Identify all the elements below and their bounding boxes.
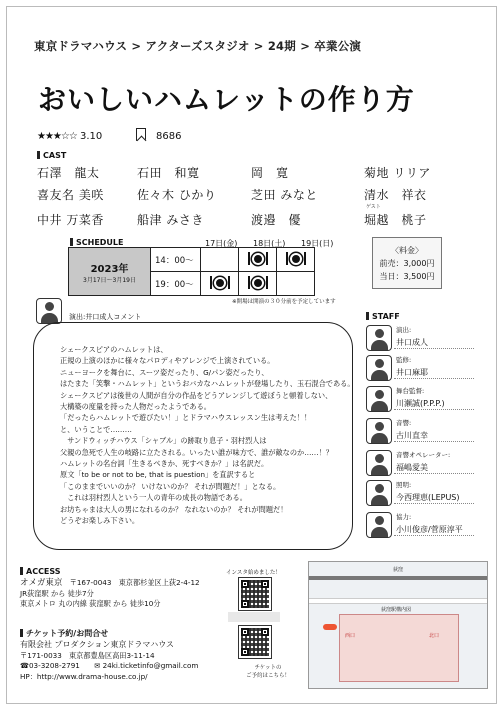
director-comment-label: 演出:井口成人コメント [69, 313, 142, 321]
time-label: 14：00〜 [151, 248, 201, 272]
breadcrumb-item[interactable]: 卒業公演 [314, 39, 362, 53]
map-label: 西口 [345, 633, 356, 639]
cast-member: 岡 寛 [251, 166, 289, 180]
schedule-range: 3月17日〜3月19日 [83, 276, 136, 284]
cast-member: 芝田 みなと [251, 188, 318, 202]
breadcrumb-separator: > [300, 39, 311, 53]
dinner-plate-icon [209, 275, 231, 289]
company-address: 〒171-0033 東京都豊島区高田3-11-14 [20, 650, 155, 660]
schedule-note: ※開場は開演の３０分前を予定しています [232, 299, 336, 305]
staff-role: 音響: [396, 419, 412, 427]
cast-member: 佐々木 ひかり [137, 188, 217, 202]
cast-header: CAST [37, 151, 66, 160]
venue-name: オメガ東京 [20, 578, 63, 588]
divider [394, 441, 474, 442]
dinner-plate-icon [247, 251, 269, 265]
divider [394, 409, 474, 410]
day-label: 18日(土) [253, 239, 286, 248]
access-line: JR荻窪駅 から 徒歩7分 [20, 588, 94, 598]
rating-value: 3.10 [80, 131, 103, 142]
avatar-icon [366, 355, 392, 381]
staff-role: 演出: [396, 326, 412, 334]
director-comment: シェークスピアのハムレットは、 正規の上演のほかに様々なパロディやアレンジで上演されている。 ニューヨークを舞台に、スーツ姿だったり、G/パン姿だったり、 はたまた「笑撃・ハムレット」というおバカなハムレットが登場したり、玉石混合である。 シェークスピアは後世の人間が自分の作品をどうアレンジして遊ぼうと頓着しない、 大構築の度量を持った人物だったようである。 「だったらハムレットで遊びたい！」とドラマハウスレッスン生は考えた！！ と、いうことで……… サンドウィッチハウス「シャブル」の跡取り息子・羽村烈人は 父親の急死で人生の岐路に立たされる。いったい誰が味方で、誰が敵なのか……！？ ハムレットの名台詞「生きるべきか、死すべきか？」は名訳だ。 原文「to be or not to be, that is puestion」を直訳すると 「このままでいいのか？ いけないのか？ それが問題だ！」となる。 これは羽村烈人という一人の青年の成長の物語である。 お坊ちゃまは大人の男になれるのか？ なれないのか？ それが問題だ！ どうぞお楽しみ下さい。 [60, 345, 355, 526]
breadcrumb-item[interactable]: 24期 [267, 39, 296, 53]
staff-name: 福嶋愛美 [396, 463, 428, 472]
breadcrumb-item[interactable]: アクターズスタジオ [145, 39, 250, 53]
staff-role: 監修: [396, 356, 412, 364]
breadcrumb-item[interactable]: 東京ドラマハウス [34, 39, 128, 53]
ticket-info [20, 640, 198, 682]
homepage-link[interactable]: HP：http://www.drama-house.co.jp/ [20, 671, 148, 681]
staff-name: 今西理恵(LEPUS) [396, 493, 460, 502]
page-title: おいしいハムレットの作り方 [38, 83, 415, 116]
schedule-year: 2023年 [90, 263, 129, 275]
cast-member: 清水 祥衣 [364, 188, 427, 202]
schedule-header: SCHEDULE [70, 238, 124, 247]
access-line: 東京メトロ 丸の内線 荻窪駅 から 徒歩10分 [20, 599, 161, 608]
rating [37, 131, 102, 142]
access-info [20, 578, 200, 610]
road [309, 598, 488, 604]
schedule-table [68, 247, 315, 296]
avatar-icon [366, 450, 392, 476]
day-label: 19日(日) [301, 239, 334, 248]
map-label: 荻窪 [393, 567, 404, 573]
dinner-plate-icon [285, 251, 307, 265]
cast-member: 石澤 龍太 [37, 166, 100, 180]
guest-ruby: ゲスト [366, 204, 381, 210]
divider [394, 503, 474, 504]
divider [394, 378, 474, 379]
avatar-icon [366, 480, 392, 506]
slot-performance [277, 248, 315, 272]
email[interactable]: ✉ 24ki.ticketinfo@gmail.com [94, 661, 199, 670]
ticket-qr-label-line: ご予約はこちら！ [246, 673, 291, 679]
map-pin-icon [323, 624, 337, 630]
slot-empty [277, 272, 315, 296]
slot-empty [201, 248, 239, 272]
avatar-icon [366, 325, 392, 351]
cast-member: 船津 みさき [137, 213, 204, 227]
area-map [308, 561, 488, 689]
staff-role: 音響オペレーター: [396, 451, 451, 459]
time-label: 19：00〜 [151, 272, 201, 296]
price-advance: 前売：3,000円 [379, 259, 435, 268]
slot-performance [239, 248, 277, 272]
staff-header: STAFF [366, 312, 400, 321]
avatar-icon [366, 386, 392, 412]
dinner-plate-icon [247, 275, 269, 289]
breadcrumb-separator: > [131, 39, 142, 53]
cast-member: 菊地 リリア [364, 166, 431, 180]
price-door: 当日：3,500円 [379, 272, 435, 281]
ticket-header: チケット予約/お問合せ [20, 628, 108, 639]
breadcrumb-separator: > [253, 39, 264, 53]
staff-role: 協力: [396, 513, 412, 521]
cast-member: 渡邉 優 [251, 213, 302, 227]
divider [394, 535, 474, 536]
ticket-qr-label [246, 663, 290, 679]
avatar-icon [366, 418, 392, 444]
slot-performance [239, 272, 277, 296]
slot-performance [201, 272, 239, 296]
phone[interactable]: ☎03-3208-2791 [20, 661, 80, 670]
ticket-qr-icon[interactable] [238, 625, 272, 659]
map-label: 荻窪駅構内図 [381, 607, 412, 613]
staff-role: 舞台監督: [396, 387, 425, 395]
cast-member: 喜友名 美咲 [37, 188, 104, 202]
cast-member: 堀越 桃子 [364, 213, 427, 227]
day-label: 17日(金) [205, 239, 238, 248]
venue-address: 〒167-0043 東京都杉並区上荻2-4-12 [69, 578, 200, 587]
staff-name: 井口麻耶 [396, 368, 428, 377]
bookmark-icon[interactable] [136, 128, 146, 141]
staff-name: 川瀬誠(P.P.P.) [396, 399, 445, 408]
ticket-qr-label-line: チケットの [254, 665, 282, 671]
staff-role: 照明: [396, 481, 412, 489]
divider [394, 473, 474, 474]
cast-member: 石田 和寛 [137, 166, 200, 180]
avatar-icon [366, 512, 392, 538]
schedule-period [69, 248, 151, 296]
price-box [372, 237, 442, 289]
price-label: 〈料金〉 [391, 246, 423, 255]
station-diagram [339, 614, 459, 682]
cast-member: 中井 万菜香 [37, 213, 104, 227]
company-name: 有限会社 プロダクション東京ドラマハウス [20, 640, 175, 649]
access-header: ACCESS [20, 567, 61, 576]
instagram-label: インスタ始めました！ [226, 570, 281, 576]
breadcrumb [34, 38, 361, 54]
staff-name: 古川直幸 [396, 431, 428, 440]
map-label: 北口 [429, 633, 440, 639]
instagram-qr-icon[interactable] [238, 577, 272, 611]
staff-name: 小川俊彦/菅原淳平 [396, 525, 463, 534]
divider [394, 348, 474, 349]
railway-line [309, 576, 488, 580]
instagram-banner [228, 612, 280, 622]
rating-stars: ★★★☆☆ [37, 131, 77, 142]
bookmark-count: 8686 [156, 131, 182, 142]
avatar-icon [36, 298, 62, 324]
staff-name: 井口成人 [396, 338, 428, 347]
